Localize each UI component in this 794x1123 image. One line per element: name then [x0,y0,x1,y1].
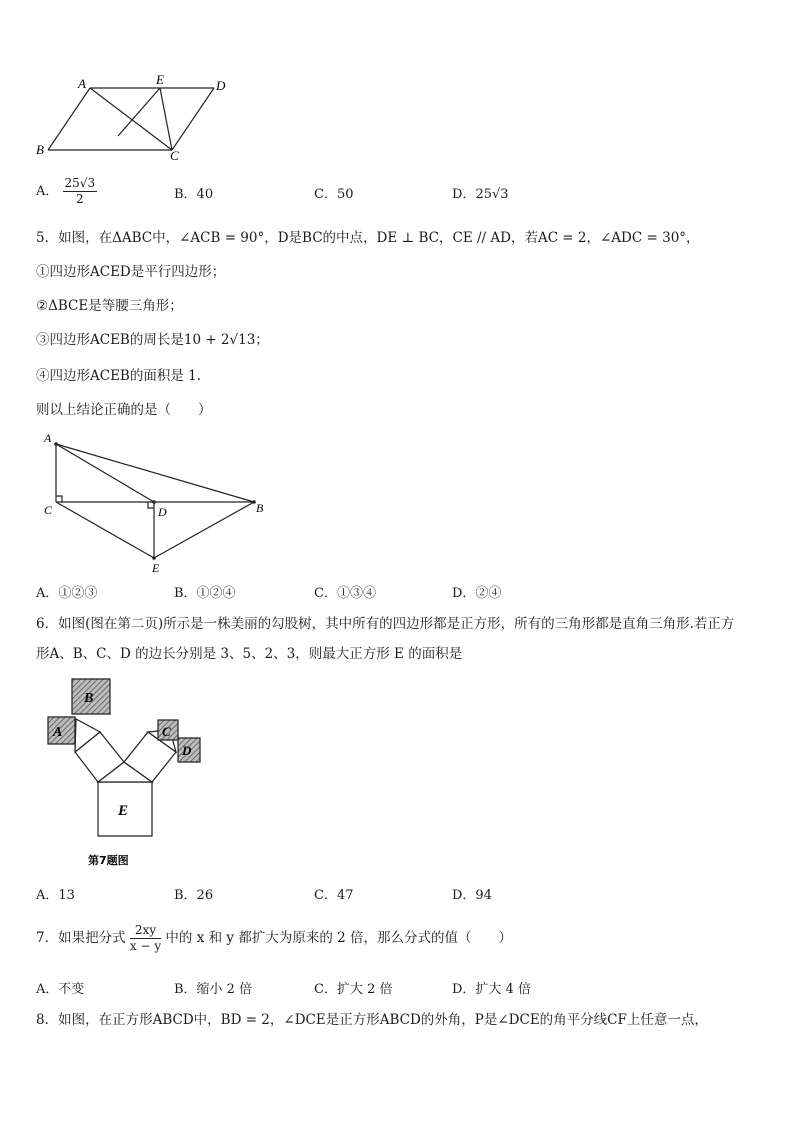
q7-option-d: D．扩大 4 倍 [452,982,531,997]
q6-label-B: B [84,691,94,706]
q6-stem-line-2: 形A、B、C、D 的边长分别是 3、5、2、3，则最大正方形 E 的面积是 [36,646,463,662]
q5-statement-1: ①四边形ACED是平行四边形； [36,264,226,280]
q4-label-C: C [170,148,179,162]
q5-option-b: B．①②④ [174,586,236,601]
q7-option-a: A．不变 [36,982,85,997]
q4-label-B: B [36,142,44,157]
q6-label-E: E [118,803,129,819]
q5-statement-4: ④四边形ACEB的面积是 1． [36,368,211,384]
q5-label-E: E [152,561,160,575]
q4-option-d [452,183,509,202]
q4-figure [30,72,240,162]
q6-label-D: D [182,743,192,758]
q7-stem-prefix: 7．如果把分式 [36,930,126,946]
q4-option-c: C．50 [314,187,354,202]
q4-option-a-numerator: 25√3 [64,176,96,190]
q5-label-B: B [256,501,264,515]
q4-option-d-label: D． [452,187,476,202]
q5-option-a: A．①②③ [36,586,98,601]
q7-stem [36,920,512,956]
q4-option-a-label: A． [36,184,59,199]
q4-label-D: D [216,78,226,93]
q6-figure-caption: 第7题图 [88,854,129,867]
q5-statement-2: ②ΔBCE是等腰三角形； [36,298,183,314]
q5-label-C: C [44,503,53,517]
q4-option-b: B．40 [174,187,214,202]
q5-statement-3: ③四边形ACEB的周长是10 + 2√13； [36,332,269,348]
q4-option-d-value: 25√3 [475,187,509,202]
q5-option-c: C．①③④ [314,586,376,601]
q7-stem-suffix: 中的 x 和 y 都扩大为原来的 2 倍，那么分式的值（ ） [165,930,512,946]
q6-option-c: C．47 [314,888,354,903]
q7-option-b: B．缩小 2 倍 [174,982,253,997]
q6-option-a: A．13 [36,888,75,903]
q5-stem: 5．如图，在ΔABC中，∠ACB = 90°，D是BC的中点，DE ⊥ BC，CE // AD，若AC = 2，∠ADC = 30°， [36,230,700,246]
q6-stem-line-1: 6．如图(图在第二页)所示是一株美丽的勾股树，其中所有的四边形都是正方形，所有的三角形都是直角三角形.若正方 [36,616,735,632]
q6-label-A: A [53,725,63,740]
q7-fraction [130,923,161,954]
q5-label-D: D [158,505,167,519]
q5-label-A: A [44,431,52,445]
q6-label-C: C [162,724,171,739]
q7-fraction-denominator: x − y [129,939,162,953]
q4-option-a [36,176,97,207]
q4-option-a-denominator: 2 [75,192,84,206]
q4-label-E: E [156,72,164,87]
q7-fraction-numerator: 2xy [130,923,161,939]
q6-option-d: D．94 [452,888,492,903]
q5-option-d: D．②④ [452,586,502,601]
q6-option-b: B．26 [174,888,214,903]
q5-figure [36,428,276,578]
q6-pythagoras-tree-figure [40,674,220,874]
q7-option-c: C．扩大 2 倍 [314,982,393,997]
q4-label-A: A [78,76,86,91]
q8-stem: 8．如图，在正方形ABCD中，BD = 2，∠DCE是正方形ABCD的外角，P是∠DCE的角平分线CF上任意一点， [36,1012,708,1028]
q4-option-a-fraction [63,176,98,207]
q5-question: 则以上结论正确的是（ ） [36,402,212,418]
